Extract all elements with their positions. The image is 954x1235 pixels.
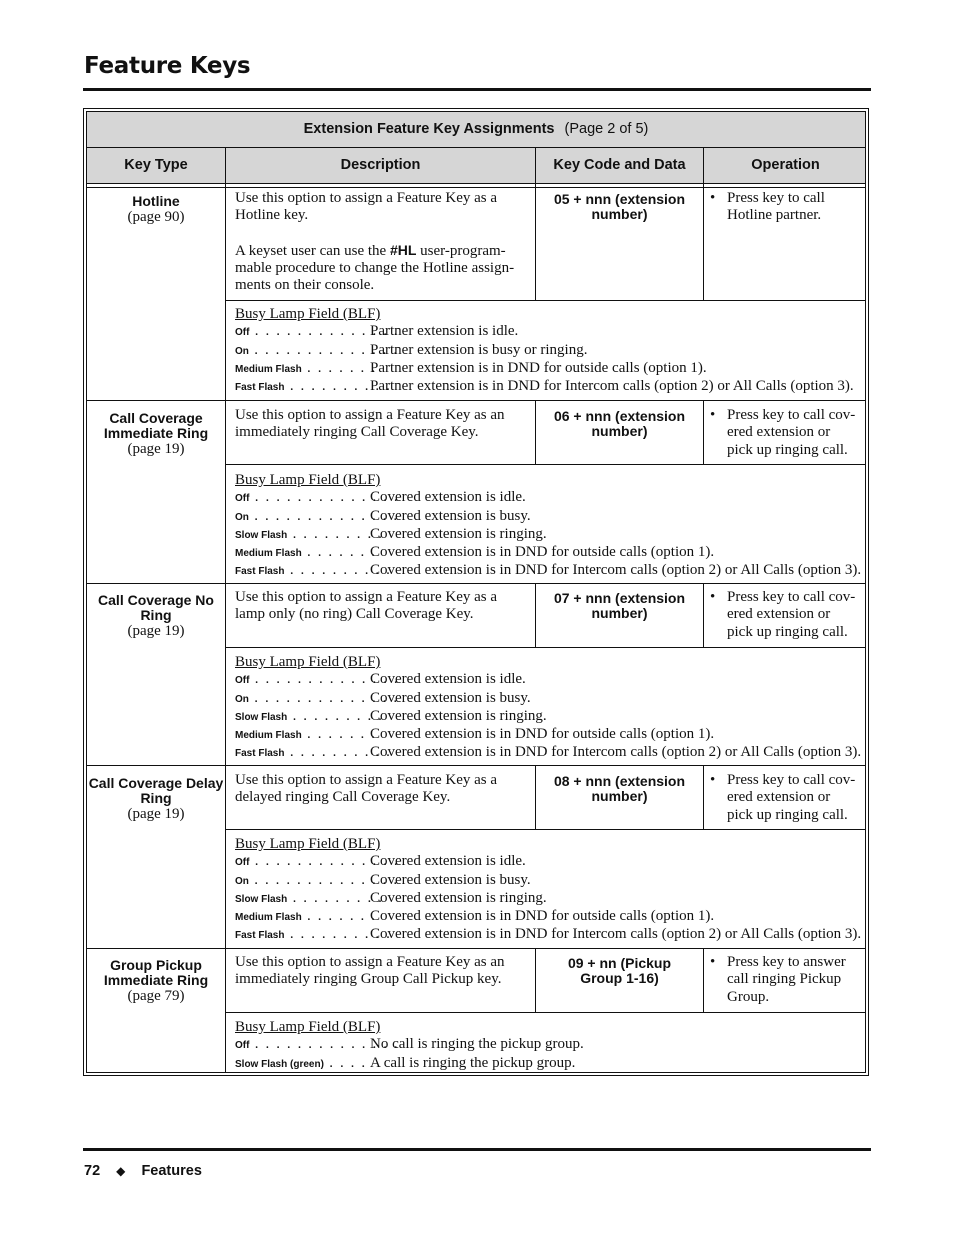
description-line: mable procedure to change the Hotline assign- <box>235 259 515 276</box>
operation-line: Press key to call cov- <box>727 407 856 423</box>
blf-text: Partner extension is in DND for outside calls (option 1). <box>370 359 707 376</box>
description-line <box>235 242 531 260</box>
blf-text: Covered extension is ringing. <box>370 525 547 542</box>
blf-dots: . . . . . . . . . . . . . . <box>248 507 399 524</box>
row-divider <box>87 948 865 949</box>
blf-state: Medium Flash <box>235 548 302 560</box>
blf-state: Medium Flash <box>235 363 302 375</box>
table-row-key-type <box>87 958 225 1005</box>
blf-text: Covered extension is in DND for outside calls (option 1). <box>370 726 715 743</box>
divider <box>226 464 865 465</box>
blf-dots: . . . . <box>323 1054 367 1071</box>
key-type-name: Hotline <box>132 193 180 209</box>
row-operation <box>704 407 866 459</box>
table-row-key-type <box>87 776 225 823</box>
description-line: ments on their console. <box>235 277 375 294</box>
description-line: Use this option to assign a Feature Key as an <box>235 954 505 970</box>
description-line: Use this option to assign a Feature Key as a <box>235 589 498 605</box>
blf-title: Busy Lamp Field (BLF) <box>235 836 381 852</box>
blf-text: Partner extension is in DND for Intercom calls (option 2) or All Calls (option 3). <box>370 378 854 395</box>
description-line: Use this option to assign a Feature Key as a <box>235 772 498 788</box>
blf-text: Covered extension is idle. <box>370 671 526 688</box>
description-line: immediately ringing Group Call Pickup key. <box>235 971 502 988</box>
description-code: #HL <box>389 241 417 258</box>
operation-line: Press key to call cov- <box>727 589 856 605</box>
blf-text: Covered extension is busy. <box>370 507 531 524</box>
col-divider <box>535 148 536 300</box>
col-header-key-type: Key Type <box>124 157 188 173</box>
blf-block <box>235 836 871 945</box>
blf-row <box>235 1036 871 1054</box>
operation-line: ered extension or <box>727 606 831 623</box>
blf-text: Covered extension is in DND for Intercom calls (option 2) or All Calls (option 3). <box>370 744 862 761</box>
blf-block <box>235 1019 871 1073</box>
description-line: Use this option to assign a Feature Key as an <box>235 407 505 423</box>
row-description <box>235 589 531 624</box>
blf-row <box>235 726 871 744</box>
key-type-page: (page 90) <box>127 209 185 225</box>
footer-rule <box>83 1148 871 1151</box>
key-code-line: 05 + nnn (extension <box>553 191 686 207</box>
blf-row <box>235 690 871 708</box>
row-operation <box>704 772 866 824</box>
divider <box>226 1012 865 1013</box>
blf-text: Covered extension is idle. <box>370 489 526 506</box>
blf-dots: . . . . . . . . . . <box>284 744 392 761</box>
blf-state: Off <box>235 493 250 505</box>
table-title-text: Extension Feature Key Assignments <box>303 121 555 137</box>
key-type-page: (page 19) <box>127 623 185 639</box>
col-divider <box>225 148 226 1072</box>
blf-state: Medium Flash <box>235 730 302 742</box>
blf-title: Busy Lamp Field (BLF) <box>235 472 381 488</box>
blf-state: Fast Flash <box>235 930 285 942</box>
bullet: • <box>710 772 716 788</box>
description-text: A keyset user can use the <box>235 242 390 259</box>
blf-row <box>235 926 871 944</box>
blf-dots: . . . . . . . . . . <box>284 378 392 395</box>
page-title: Feature Keys <box>84 53 251 79</box>
title-rule <box>83 88 871 91</box>
key-type-name: Call Coverage Delay Ring <box>88 775 224 806</box>
blf-text: Partner extension is idle. <box>370 323 519 340</box>
row-key-code <box>536 774 703 804</box>
operation-line: pick up ringing call. <box>727 806 848 823</box>
header-double-rule <box>87 183 865 188</box>
row-key-code <box>536 956 703 986</box>
blf-row <box>235 890 871 908</box>
key-code-line: number) <box>591 605 648 621</box>
blf-dots: . . . . . . . <box>301 359 377 376</box>
key-type-page: (page 19) <box>127 806 185 822</box>
row-divider <box>87 765 865 766</box>
blf-dots: . . . . . . . . . . . . . . <box>249 323 400 340</box>
key-code-line: 06 + nnn (extension <box>553 408 686 424</box>
blf-dots: . . . . . . . . . . . . . . <box>249 853 400 870</box>
blf-row <box>235 323 871 341</box>
blf-state: On <box>235 875 249 887</box>
row-divider <box>87 583 865 584</box>
blf-dots: . . . . . . . . . . . . . . <box>248 341 399 358</box>
blf-dots: . . . . . . . . . . . . . . <box>249 489 400 506</box>
blf-state: On <box>235 345 249 357</box>
blf-state: Fast Flash <box>235 382 285 394</box>
blf-state: Off <box>235 857 250 869</box>
row-divider <box>87 400 865 401</box>
blf-dots: . . . . . . . . . . <box>284 562 392 579</box>
operation-line: Press key to call <box>727 190 825 206</box>
operation-line: ered extension or <box>727 789 831 806</box>
blf-row <box>235 508 871 526</box>
blf-row <box>235 544 871 562</box>
page-number: 72 <box>84 1163 101 1179</box>
key-code-line: number) <box>591 788 648 804</box>
table-row-key-type <box>87 593 225 640</box>
divider <box>226 300 865 301</box>
blf-dots: . . . . . . . . . . <box>284 926 392 943</box>
row-operation <box>704 589 866 641</box>
divider <box>226 647 865 648</box>
operation-line: pick up ringing call. <box>727 441 848 458</box>
table-title <box>87 121 865 137</box>
row-description <box>235 954 531 989</box>
col-header-key-code: Key Code and Data <box>553 157 686 173</box>
row-operation <box>704 954 866 1006</box>
description-line: immediately ringing Call Coverage Key. <box>235 424 479 441</box>
key-type-name: Call Coverage No Ring <box>98 592 214 623</box>
blf-text: Covered extension is in DND for Intercom calls (option 2) or All Calls (option 3). <box>370 562 862 579</box>
operation-line: Press key to call cov- <box>727 772 856 788</box>
key-type-page: (page 19) <box>127 441 185 457</box>
table-row-key-type <box>87 194 225 226</box>
description-line: Hotline key. <box>235 207 309 224</box>
row-description <box>235 772 531 807</box>
table-inner-frame <box>86 111 866 1073</box>
blf-state: On <box>235 511 249 523</box>
key-code-line: 07 + nnn (extension <box>553 590 686 606</box>
blf-text: Covered extension is in DND for Intercom calls (option 2) or All Calls (option 3). <box>370 926 862 943</box>
blf-title: Busy Lamp Field (BLF) <box>235 654 381 670</box>
blf-row <box>235 908 871 926</box>
operation-line: Hotline partner. <box>727 207 822 224</box>
key-code-line: 08 + nnn (extension <box>553 773 686 789</box>
key-code-line: number) <box>591 423 648 439</box>
blf-dots: . . . . . . . <box>301 908 377 925</box>
operation-line: ered extension or <box>727 424 831 441</box>
blf-title: Busy Lamp Field (BLF) <box>235 306 381 322</box>
diamond-icon: ◆ <box>116 1164 126 1178</box>
blf-state: Slow Flash (green) <box>235 1058 324 1070</box>
blf-row <box>235 872 871 890</box>
blf-text: Covered extension is in DND for outside calls (option 1). <box>370 544 715 561</box>
blf-text: Covered extension is in DND for outside calls (option 1). <box>370 908 715 925</box>
blf-dots: . . . . . . . . . . . . . . <box>249 1036 400 1053</box>
blf-row <box>235 1055 871 1073</box>
blf-state: Off <box>235 675 250 687</box>
blf-row <box>235 526 871 544</box>
blf-state: Slow Flash <box>235 711 288 723</box>
blf-state: Slow Flash <box>235 529 288 541</box>
divider <box>226 829 865 830</box>
blf-text: Covered extension is ringing. <box>370 889 547 906</box>
blf-text: Covered extension is busy. <box>370 689 531 706</box>
operation-line: Group. <box>727 988 770 1005</box>
blf-row <box>235 562 871 580</box>
row-key-code <box>536 192 703 222</box>
blf-row <box>235 342 871 360</box>
blf-dots: . . . . . . . <box>301 726 377 743</box>
row-key-code <box>536 591 703 621</box>
key-code-line: 09 + nn (Pickup <box>567 955 672 971</box>
key-code-line: Group 1-16) <box>580 970 659 986</box>
row-operation <box>704 190 866 225</box>
blf-text: Covered extension is idle. <box>370 853 526 870</box>
blf-state: Slow Flash <box>235 893 288 905</box>
blf-dots: . . . . . . . . . . . . . . <box>248 689 399 706</box>
description-line: Use this option to assign a Feature Key as a <box>235 190 498 206</box>
blf-state: On <box>235 693 249 705</box>
feature-key-table <box>83 108 869 1076</box>
description-line: delayed ringing Call Coverage Key. <box>235 789 451 806</box>
page-footer <box>84 1163 214 1179</box>
bullet: • <box>710 589 716 605</box>
operation-line: Press key to answer <box>727 954 846 970</box>
key-type-page: (page 79) <box>127 988 185 1004</box>
key-type-name: Call Coverage Immediate Ring <box>103 410 209 441</box>
col-header-description: Description <box>340 157 421 173</box>
table-page-note: (Page 2 of 5) <box>564 121 649 137</box>
bullet: • <box>710 190 716 206</box>
blf-dots: . . . . . . . . . <box>287 707 384 724</box>
blf-row <box>235 744 871 762</box>
row-description <box>235 407 531 442</box>
blf-text: Covered extension is ringing. <box>370 707 547 724</box>
blf-dots: . . . . . . . . . <box>287 525 384 542</box>
blf-text: A call is ringing the pickup group. <box>370 1054 576 1071</box>
row-key-code <box>536 409 703 439</box>
col-header-operation: Operation <box>751 157 820 173</box>
blf-state: Off <box>235 1040 250 1052</box>
blf-text: No call is ringing the pickup group. <box>370 1036 584 1053</box>
operation-line: call ringing Pickup <box>727 971 842 988</box>
blf-text: Partner extension is busy or ringing. <box>370 341 588 358</box>
blf-row <box>235 489 871 507</box>
blf-row <box>235 853 871 871</box>
row-description <box>235 190 531 294</box>
section-name: Features <box>141 1163 202 1179</box>
description-text: user-program- <box>416 242 506 259</box>
blf-block <box>235 654 871 763</box>
blf-dots: . . . . . . . . . <box>287 889 384 906</box>
blf-state: Fast Flash <box>235 566 285 578</box>
blf-text: Covered extension is busy. <box>370 871 531 888</box>
blf-state: Off <box>235 327 250 339</box>
blf-row <box>235 708 871 726</box>
blf-block <box>235 472 871 581</box>
key-code-line: number) <box>591 206 648 222</box>
blf-state: Fast Flash <box>235 748 285 760</box>
blf-dots: . . . . . . . . . . . . . . <box>249 671 400 688</box>
blf-row <box>235 671 871 689</box>
bullet: • <box>710 407 716 423</box>
blf-state: Medium Flash <box>235 912 302 924</box>
blf-dots: . . . . . . . <box>301 544 377 561</box>
key-type-name: Group Pickup Immediate Ring <box>103 957 209 988</box>
blf-row <box>235 378 871 396</box>
description-line: lamp only (no ring) Call Coverage Key. <box>235 606 474 623</box>
table-row-key-type <box>87 411 225 458</box>
bullet: • <box>710 954 716 970</box>
blf-block <box>235 306 871 396</box>
blf-dots: . . . . . . . . . . . . . . <box>248 871 399 888</box>
blf-title: Busy Lamp Field (BLF) <box>235 1019 381 1035</box>
operation-line: pick up ringing call. <box>727 623 848 640</box>
blf-row <box>235 360 871 378</box>
